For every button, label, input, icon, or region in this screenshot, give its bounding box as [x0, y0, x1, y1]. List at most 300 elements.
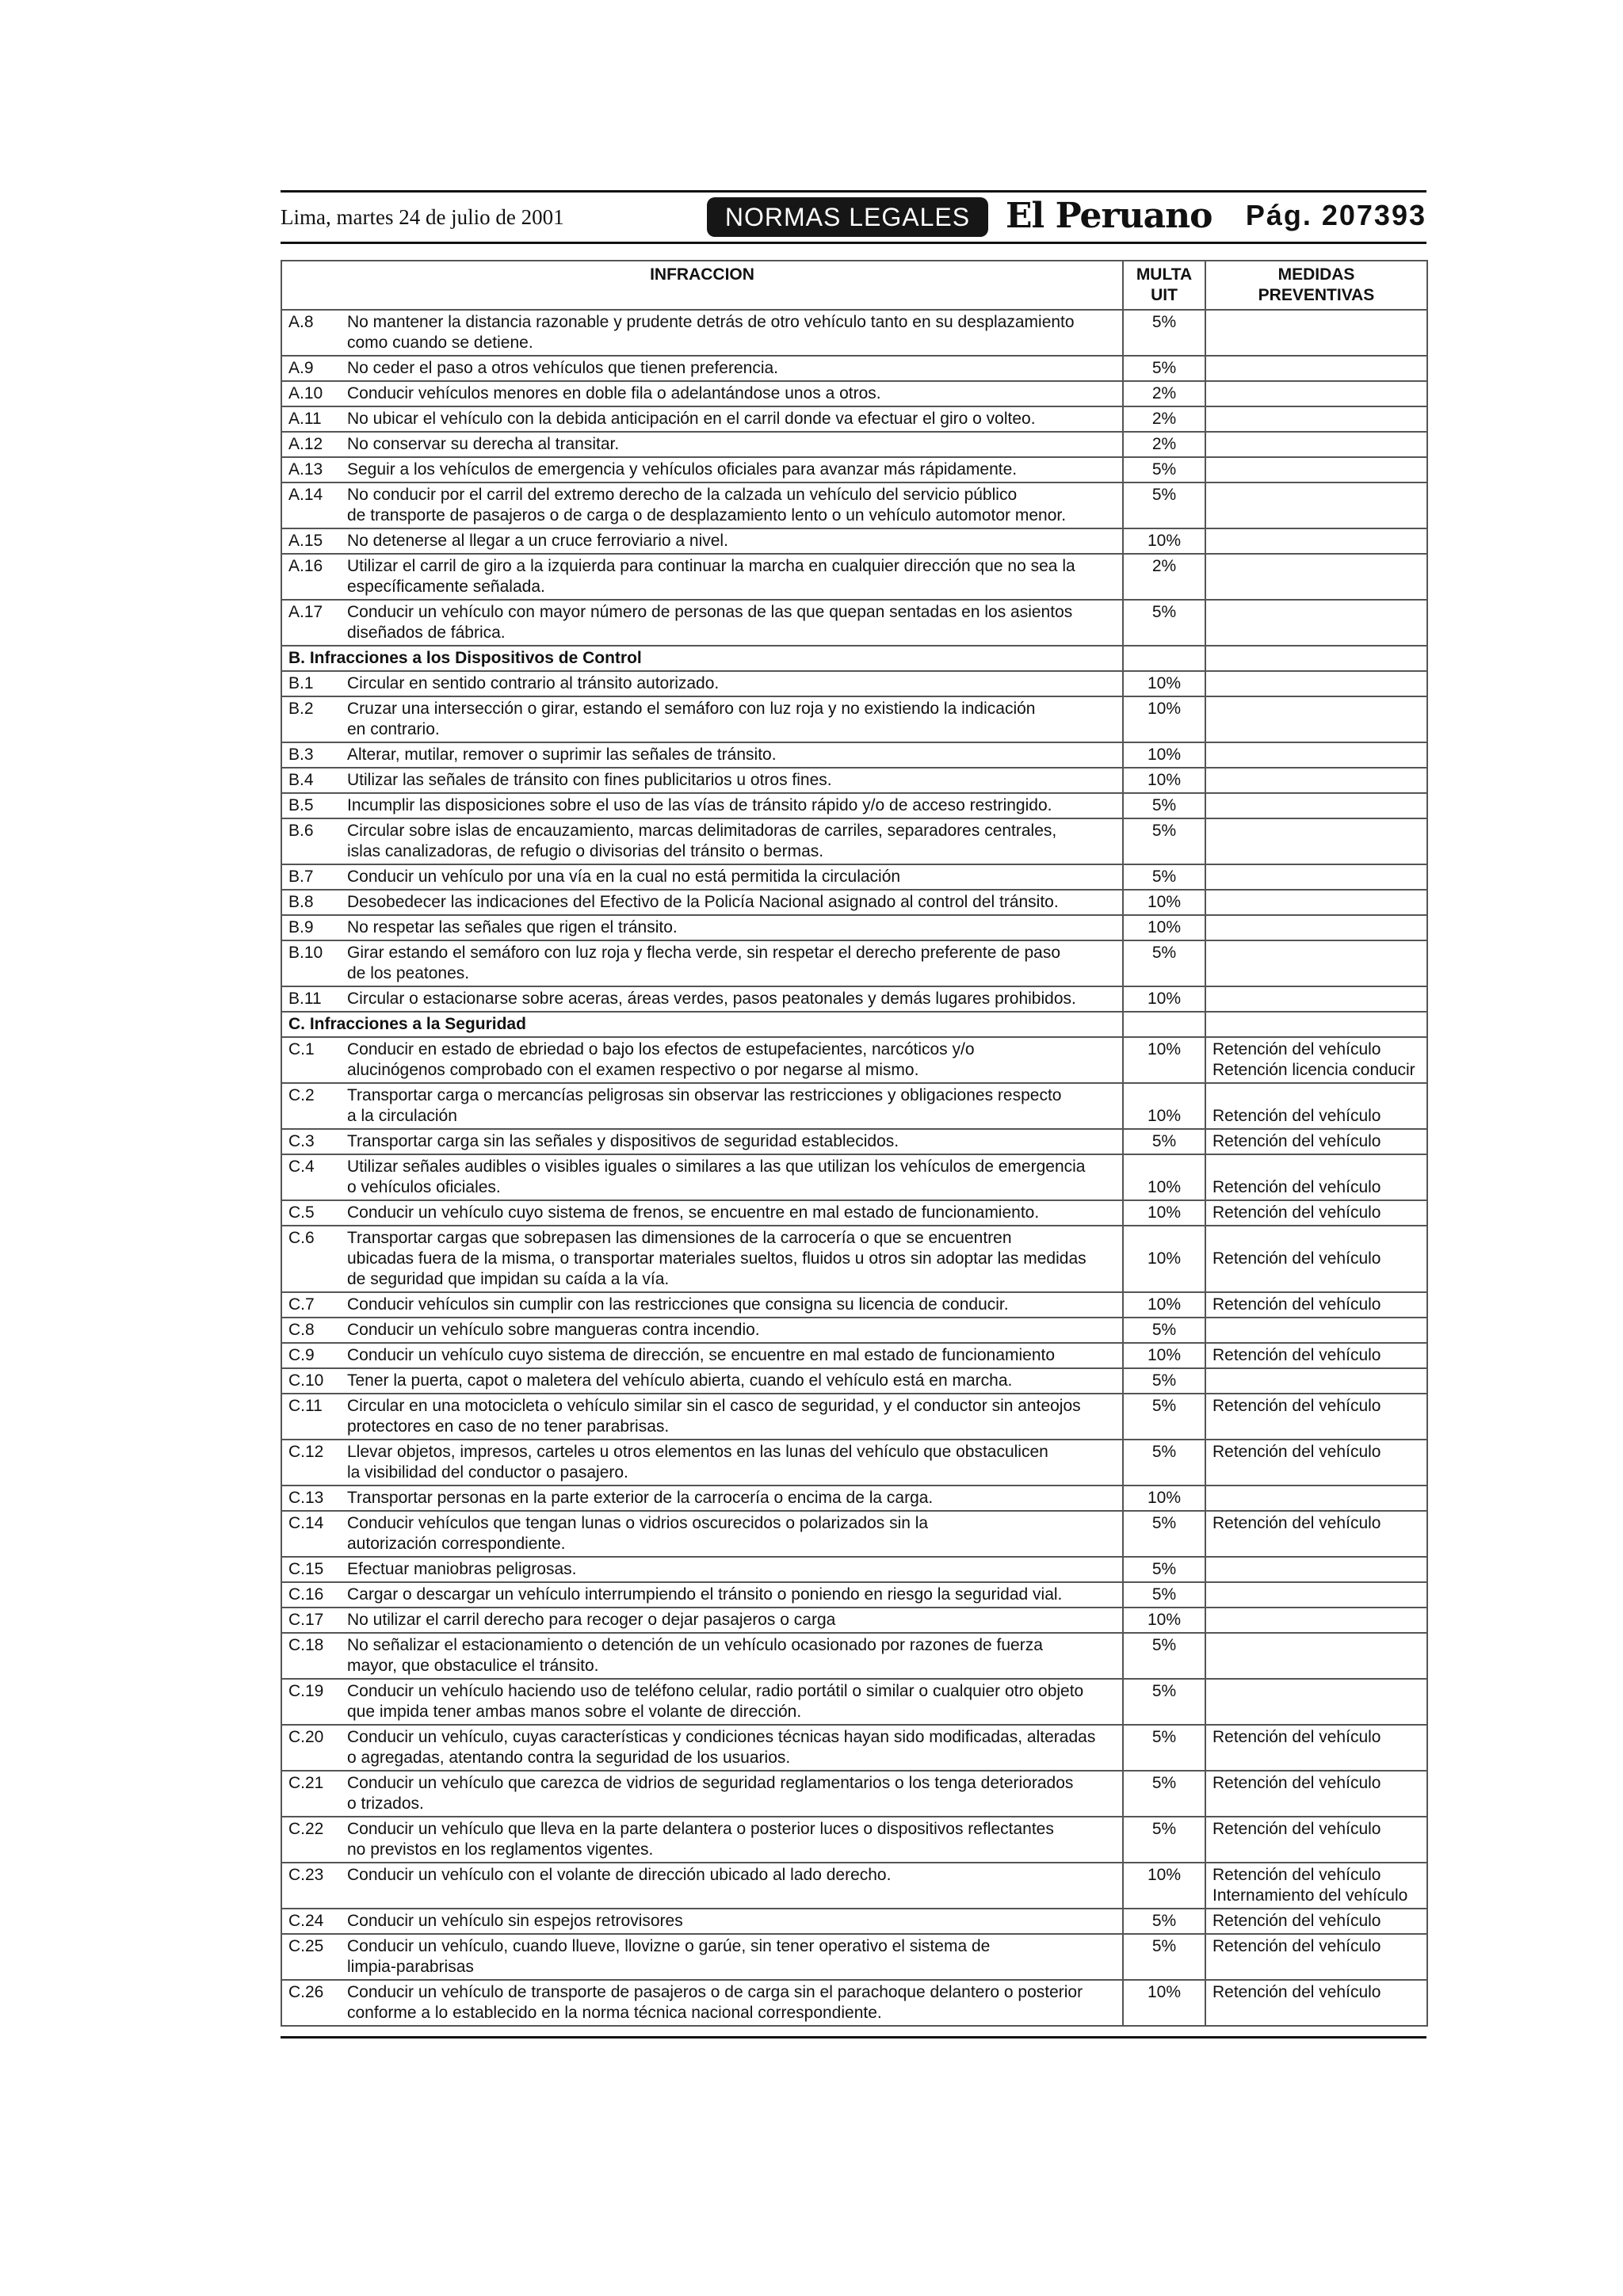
preventive-measure-cell: Retención del vehículo [1205, 1440, 1427, 1486]
infraction-code: A.10 [288, 384, 323, 402]
infraction-cell [281, 864, 1123, 890]
infraction-description: Circular en sentido contrario al tránsito autorizado. [347, 674, 720, 692]
infraction-description: Conducir vehículos que tengan lunas o vidrios oscurecidos o polarizados sin la autorización correspondiente. [347, 1514, 929, 1553]
fine-cell: 10% [1123, 986, 1205, 1012]
table-row [281, 528, 1427, 554]
infraction-description: Desobedecer las indicaciones del Efectivo de la Policía Nacional asignado al control del tránsito. [347, 893, 1059, 911]
infraction-description: Conducir un vehículo, cuando llueve, llovizne o garúe, sin tener operativo el sistema de limpia-parabrisas [347, 1937, 991, 1976]
column-header-multa: MULTA UIT [1123, 261, 1205, 310]
fine-cell: 5% [1123, 1817, 1205, 1863]
infraction-code: C.13 [288, 1489, 324, 1507]
infraction-cell [281, 986, 1123, 1012]
table-row [281, 1557, 1427, 1582]
infraction-cell [281, 1608, 1123, 1633]
preventive-measure-cell: Retención del vehículo [1205, 1343, 1427, 1368]
fine-cell: 5% [1123, 793, 1205, 818]
infraction-code: C.16 [288, 1585, 324, 1604]
infraction-description: Transportar personas en la parte exterior de la carrocería o encima de la carga. [347, 1489, 934, 1507]
fine-cell: 5% [1123, 1129, 1205, 1154]
infraction-code: C.18 [288, 1636, 324, 1654]
infraction-cell [281, 356, 1123, 381]
infraction-cell [281, 406, 1123, 432]
fine-cell: 10% [1123, 1083, 1205, 1129]
table-row [281, 381, 1427, 406]
infraction-description: Tener la puerta, capot o maletera del vehículo abierta, cuando el vehículo está en marcha. [347, 1371, 1013, 1390]
infraction-description: No conducir por el carril del extremo derecho de la calzada un vehículo del servicio público de transporte de pasajeros o de carga o de desplazamiento lento o un vehículo automotor menor. [347, 486, 1067, 524]
fine-cell: 5% [1123, 310, 1205, 356]
infraction-code: C.25 [288, 1937, 324, 1955]
fine-cell: 10% [1123, 768, 1205, 793]
table-row [281, 793, 1427, 818]
infraction-code: C.9 [288, 1346, 315, 1364]
infraction-code: B.11 [288, 990, 322, 1008]
fine-cell: 10% [1123, 696, 1205, 742]
infractions-table [281, 260, 1428, 2027]
fine-cell: 5% [1123, 457, 1205, 482]
infraction-code: B.1 [288, 674, 314, 692]
infraction-cell [281, 310, 1123, 356]
infraction-cell [281, 1292, 1123, 1318]
infraction-description: Conducir un vehículo sin espejos retrovisores [347, 1912, 683, 1930]
infraction-cell [281, 915, 1123, 940]
infraction-cell [281, 457, 1123, 482]
table-row [281, 406, 1427, 432]
infraction-description: Conducir un vehículo sobre mangueras contra incendio. [347, 1321, 760, 1339]
infraction-description: Incumplir las disposiciones sobre el uso de las vías de tránsito rápido y/o de acceso restringido. [347, 796, 1052, 814]
infraction-description: No ubicar el vehículo con la debida anticipación en el carril donde va efectuar el giro o volteo. [347, 410, 1036, 428]
infraction-description: Conducir un vehículo cuyo sistema de dirección, se encuentre en mal estado de funcionamiento [347, 1346, 1056, 1364]
table-row [281, 671, 1427, 696]
preventive-measure-cell: Retención del vehículo [1205, 1934, 1427, 1980]
table-row [281, 1154, 1427, 1200]
infraction-cell [281, 554, 1123, 600]
table-row [281, 1725, 1427, 1771]
publication-logo: El Peruano [1006, 196, 1212, 236]
fine-cell: 2% [1123, 432, 1205, 457]
preventive-measure-cell [1205, 406, 1427, 432]
infraction-description: No ceder el paso a otros vehículos que tienen preferencia. [347, 359, 779, 377]
infraction-cell [281, 1980, 1123, 2026]
infraction-description: Transportar cargas que sobrepasen las dimensiones de la carrocería o que se encuentren ubicadas fuera de la misma, o transportar materiales sueltos, fluidos u otros sin adoptar las medidas de seguridad que impidan su caída a la vía. [347, 1229, 1086, 1288]
table-row [281, 1292, 1427, 1318]
table-row [281, 986, 1427, 1012]
infraction-description: Conducir un vehículo que lleva en la parte delantera o posterior luces o dispositivos reflectantes no previstos en los reglamentos vigentes. [347, 1820, 1054, 1859]
infraction-description: Girar estando el semáforo con luz roja y flecha verde, sin respetar el derecho preferente de paso de los peatones. [347, 944, 1060, 982]
table-row [281, 1129, 1427, 1154]
fine-cell: 5% [1123, 1633, 1205, 1679]
infraction-code: A.14 [288, 486, 323, 504]
table-row [281, 600, 1427, 646]
infraction-cell [281, 381, 1123, 406]
infraction-description: Conducir en estado de ebriedad o bajo los efectos de estupefacientes, narcóticos y/o alucinógenos comprobado con el examen respectivo o por negarse al mismo. [347, 1040, 975, 1079]
fine-cell: 10% [1123, 1980, 1205, 2026]
table-row [281, 890, 1427, 915]
table-row [281, 768, 1427, 793]
infraction-cell [281, 1200, 1123, 1226]
preventive-measure-cell: Retención del vehículo [1205, 1909, 1427, 1934]
infraction-code: C.26 [288, 1983, 324, 2001]
infraction-cell [281, 1083, 1123, 1129]
preventive-measure-cell [1205, 310, 1427, 356]
preventive-measure-cell [1205, 986, 1427, 1012]
fine-cell: 5% [1123, 1440, 1205, 1486]
infraction-cell [281, 890, 1123, 915]
section-heading-row [281, 1012, 1427, 1037]
fine-cell: 10% [1123, 1608, 1205, 1633]
table-row [281, 742, 1427, 768]
infraction-code: C.4 [288, 1158, 315, 1176]
preventive-measure-cell: Retención del vehículo Retención licencia conducir [1205, 1037, 1427, 1083]
section-heading: B. Infracciones a los Dispositivos de Control [281, 646, 1123, 671]
infraction-cell [281, 1318, 1123, 1343]
preventive-measure-cell [1205, 671, 1427, 696]
preventive-measure-cell [1205, 1318, 1427, 1343]
fine-cell: 10% [1123, 890, 1205, 915]
infraction-description: Circular en una motocicleta o vehículo similar sin el casco de seguridad, y el conductor sin anteojos protectores en caso de no tener parabrisas. [347, 1397, 1081, 1436]
infraction-code: A.8 [288, 313, 314, 331]
table-row [281, 1909, 1427, 1934]
preventive-measure-cell: Retención del vehículo [1205, 1154, 1427, 1200]
fine-cell: 2% [1123, 381, 1205, 406]
infraction-code: B.10 [288, 944, 323, 962]
empty-cell [1205, 1012, 1427, 1037]
table-row [281, 1440, 1427, 1486]
infraction-cell [281, 1440, 1123, 1486]
preventive-measure-cell [1205, 1608, 1427, 1633]
fine-cell: 10% [1123, 1486, 1205, 1511]
table-row [281, 554, 1427, 600]
page-label: Pág. [1245, 199, 1312, 231]
infraction-code: A.16 [288, 557, 323, 575]
table-row [281, 915, 1427, 940]
infraction-description: Circular o estacionarse sobre aceras, áreas verdes, pasos peatonales y demás lugares prohibidos. [347, 990, 1076, 1008]
fine-cell: 5% [1123, 1771, 1205, 1817]
infraction-code: B.9 [288, 918, 314, 936]
preventive-measure-cell [1205, 554, 1427, 600]
fine-cell: 10% [1123, 528, 1205, 554]
infraction-description: Conducir un vehículo con el volante de dirección ubicado al lado derecho. [347, 1866, 892, 1884]
infraction-description: Cargar o descargar un vehículo interrumpiendo el tránsito o poniendo en riesgo la seguridad vial. [347, 1585, 1063, 1604]
infraction-cell [281, 1909, 1123, 1934]
infraction-cell [281, 940, 1123, 986]
infraction-code: A.13 [288, 460, 323, 479]
table-row [281, 1083, 1427, 1129]
fine-cell: 10% [1123, 1037, 1205, 1083]
infraction-code: C.17 [288, 1611, 324, 1629]
table-row [281, 940, 1427, 986]
infraction-cell [281, 1633, 1123, 1679]
infraction-code: C.14 [288, 1514, 324, 1532]
infraction-cell [281, 1394, 1123, 1440]
infraction-description: Conducir un vehículo, cuyas características y condiciones técnicas hayan sido modificadas, alteradas o agregadas, atentando contra la seguridad de los usuarios. [347, 1728, 1096, 1767]
infraction-description: Conducir un vehículo de transporte de pasajeros o de carga sin el parachoque delantero o posterior conforme a lo establecido en la norma técnica nacional correspondiente. [347, 1983, 1083, 2022]
fine-cell: 5% [1123, 1557, 1205, 1582]
fine-cell: 5% [1123, 482, 1205, 528]
infraction-code: C.5 [288, 1203, 315, 1222]
fine-cell: 10% [1123, 1154, 1205, 1200]
fine-cell: 5% [1123, 1318, 1205, 1343]
empty-cell [1123, 1012, 1205, 1037]
preventive-measure-cell: Retención del vehículo [1205, 1200, 1427, 1226]
fine-cell: 5% [1123, 1368, 1205, 1394]
preventive-measure-cell [1205, 793, 1427, 818]
fine-cell: 10% [1123, 1863, 1205, 1909]
infraction-description: Utilizar el carril de giro a la izquierda para continuar la marcha en cualquier dirección que no sea la específicamente señalada. [347, 557, 1075, 596]
fine-cell: 5% [1123, 1511, 1205, 1557]
infraction-code: A.9 [288, 359, 314, 377]
infraction-cell [281, 1343, 1123, 1368]
section-heading: C. Infracciones a la Seguridad [281, 1012, 1123, 1037]
infraction-cell [281, 1037, 1123, 1083]
column-header-infraccion: INFRACCION [281, 261, 1123, 310]
preventive-measure-cell [1205, 1633, 1427, 1679]
infraction-code: C.22 [288, 1820, 324, 1838]
preventive-measure-cell: Retención del vehículo [1205, 1725, 1427, 1771]
table-row [281, 1318, 1427, 1343]
infraction-cell [281, 600, 1123, 646]
section-badge: NORMAS LEGALES [707, 197, 988, 237]
infraction-description: No respetar las señales que rigen el tránsito. [347, 918, 678, 936]
infraction-description: Conducir un vehículo cuyo sistema de frenos, se encuentre en mal estado de funcionamiento. [347, 1203, 1040, 1222]
preventive-measure-cell [1205, 915, 1427, 940]
fine-cell: 10% [1123, 671, 1205, 696]
infraction-description: Efectuar maniobras peligrosas. [347, 1560, 577, 1578]
preventive-measure-cell [1205, 940, 1427, 986]
table-row [281, 1608, 1427, 1633]
infraction-description: No utilizar el carril derecho para recoger o dejar pasajeros o carga [347, 1611, 836, 1629]
infraction-code: B.7 [288, 868, 314, 886]
table-row [281, 1368, 1427, 1394]
infraction-code: C.11 [288, 1397, 323, 1415]
infraction-code: C.8 [288, 1321, 315, 1339]
infraction-code: B.5 [288, 796, 314, 814]
infraction-description: No señalizar el estacionamiento o detención de un vehículo ocasionado por razones de fuerza mayor, que obstaculice el tránsito. [347, 1636, 1043, 1675]
infraction-cell [281, 742, 1123, 768]
infraction-description: Transportar carga o mercancías peligrosas sin observar las restricciones y obligaciones respecto a la circulación [347, 1086, 1062, 1125]
fine-cell: 5% [1123, 1725, 1205, 1771]
infraction-cell [281, 1154, 1123, 1200]
infraction-cell [281, 1679, 1123, 1725]
infraction-description: Alterar, mutilar, remover o suprimir las señales de tránsito. [347, 746, 777, 764]
table-row [281, 1394, 1427, 1440]
infraction-cell [281, 671, 1123, 696]
infraction-cell [281, 1582, 1123, 1608]
fine-cell: 2% [1123, 406, 1205, 432]
preventive-measure-cell [1205, 432, 1427, 457]
table-row [281, 1817, 1427, 1863]
infraction-code: C.21 [288, 1774, 324, 1792]
infraction-code: C.3 [288, 1132, 315, 1150]
infraction-code: C.1 [288, 1040, 315, 1058]
empty-cell [1123, 646, 1205, 671]
preventive-measure-cell [1205, 890, 1427, 915]
infraction-cell [281, 1226, 1123, 1292]
infraction-code: B.4 [288, 771, 314, 789]
infraction-description: No conservar su derecha al transitar. [347, 435, 620, 453]
table-row [281, 432, 1427, 457]
table-row [281, 457, 1427, 482]
table-row [281, 1486, 1427, 1511]
table-row [281, 1511, 1427, 1557]
table-row [281, 1633, 1427, 1679]
infraction-code: C.7 [288, 1295, 315, 1314]
fine-cell: 5% [1123, 1582, 1205, 1608]
preventive-measure-cell: Retención del vehículo [1205, 1817, 1427, 1863]
infraction-cell [281, 432, 1123, 457]
infraction-description: Seguir a los vehículos de emergencia y vehículos oficiales para avanzar más rápidamente. [347, 460, 1018, 479]
infraction-cell [281, 528, 1123, 554]
infraction-description: Conducir un vehículo por una vía en la cual no está permitida la circulación [347, 868, 901, 886]
infraction-cell [281, 696, 1123, 742]
table-row [281, 1980, 1427, 2026]
table-row [281, 1343, 1427, 1368]
preventive-measure-cell: Retención del vehículo [1205, 1083, 1427, 1129]
section-heading-row [281, 646, 1427, 671]
table-header-row [281, 261, 1427, 310]
preventive-measure-cell: Retención del vehículo [1205, 1980, 1427, 2026]
fine-cell: 2% [1123, 554, 1205, 600]
table-row [281, 1934, 1427, 1980]
infraction-code: C.12 [288, 1443, 324, 1461]
infraction-description: Utilizar las señales de tránsito con fines publicitarios u otros fines. [347, 771, 832, 789]
infraction-code: C.24 [288, 1912, 324, 1930]
preventive-measure-cell [1205, 696, 1427, 742]
infraction-description: Transportar carga sin las señales y dispositivos de seguridad establecidos. [347, 1132, 899, 1150]
page-number [1246, 199, 1426, 232]
infraction-cell [281, 1817, 1123, 1863]
infraction-code: A.17 [288, 603, 323, 621]
preventive-measure-cell: Retención del vehículo [1205, 1129, 1427, 1154]
table-row [281, 310, 1427, 356]
infraction-code: C.10 [288, 1371, 324, 1390]
infraction-code: C.15 [288, 1560, 324, 1578]
infraction-description: No mantener la distancia razonable y prudente detrás de otro vehículo tanto en su desplazamiento como cuando se detiene. [347, 313, 1075, 352]
preventive-measure-cell [1205, 482, 1427, 528]
table-row [281, 356, 1427, 381]
infraction-description: Conducir un vehículo con mayor número de personas de las que quepan sentadas en los asientos diseñados de fábrica. [347, 603, 1073, 642]
issue-date: Lima, martes 24 de julio de 2001 [281, 205, 564, 229]
empty-cell [1205, 646, 1427, 671]
fine-cell: 10% [1123, 1200, 1205, 1226]
infraction-code: B.3 [288, 746, 314, 764]
fine-cell: 5% [1123, 1909, 1205, 1934]
infraction-code: A.12 [288, 435, 323, 453]
fine-cell: 5% [1123, 1679, 1205, 1725]
infraction-description: No detenerse al llegar a un cruce ferroviario a nivel. [347, 532, 728, 550]
preventive-measure-cell [1205, 768, 1427, 793]
table-row [281, 1679, 1427, 1725]
table-row [281, 1037, 1427, 1083]
infraction-code: C.23 [288, 1866, 324, 1884]
bottom-rule [281, 2036, 1426, 2039]
column-header-medidas: MEDIDAS PREVENTIVAS [1205, 261, 1427, 310]
fine-cell: 10% [1123, 1343, 1205, 1368]
page-header [281, 190, 1426, 244]
fine-cell: 5% [1123, 818, 1205, 864]
table-row [281, 696, 1427, 742]
infraction-cell [281, 793, 1123, 818]
infraction-code: C.2 [288, 1086, 315, 1104]
fine-cell: 5% [1123, 1934, 1205, 1980]
infraction-code: B.2 [288, 700, 314, 718]
infraction-code: B.6 [288, 822, 314, 840]
preventive-measure-cell [1205, 1486, 1427, 1511]
table-row [281, 482, 1427, 528]
infraction-cell [281, 482, 1123, 528]
preventive-measure-cell [1205, 742, 1427, 768]
table-row [281, 1226, 1427, 1292]
fine-cell: 5% [1123, 940, 1205, 986]
preventive-measure-cell [1205, 356, 1427, 381]
table-row [281, 1582, 1427, 1608]
preventive-measure-cell [1205, 1679, 1427, 1725]
infraction-cell [281, 1771, 1123, 1817]
table-row [281, 1771, 1427, 1817]
infraction-description: Conducir vehículos menores en doble fila o adelantándose unos a otros. [347, 384, 881, 402]
table-row [281, 1863, 1427, 1909]
infraction-cell [281, 1368, 1123, 1394]
table-row [281, 864, 1427, 890]
preventive-measure-cell [1205, 1368, 1427, 1394]
preventive-measure-cell [1205, 864, 1427, 890]
infraction-code: A.15 [288, 532, 323, 550]
infraction-code: C.6 [288, 1229, 315, 1247]
infraction-code: C.20 [288, 1728, 324, 1746]
infraction-cell [281, 768, 1123, 793]
fine-cell: 5% [1123, 600, 1205, 646]
infraction-code: C.19 [288, 1682, 324, 1700]
infraction-cell [281, 1129, 1123, 1154]
preventive-measure-cell: Retención del vehículo [1205, 1511, 1427, 1557]
preventive-measure-cell: Retención del vehículo [1205, 1394, 1427, 1440]
infraction-description: Conducir un vehículo que carezca de vidrios de seguridad reglamentarios o los tenga deteriorados o trizados. [347, 1774, 1074, 1813]
infraction-description: Utilizar señales audibles o visibles iguales o similares a las que utilizan los vehículos de emergencia o vehículos oficiales. [347, 1158, 1086, 1196]
infraction-description: Conducir un vehículo haciendo uso de teléfono celular, radio portátil o similar o cualquier otro objeto que impida tener ambas manos sobre el volante de dirección. [347, 1682, 1084, 1721]
page-number-value: 207393 [1321, 199, 1426, 231]
infraction-description: Llevar objetos, impresos, carteles u otros elementos en las lunas del vehículo que obstaculicen la visibilidad del conductor o pasajero. [347, 1443, 1048, 1482]
preventive-measure-cell [1205, 1582, 1427, 1608]
fine-cell: 10% [1123, 1226, 1205, 1292]
preventive-measure-cell [1205, 818, 1427, 864]
infraction-code: A.11 [288, 410, 322, 428]
infraction-code: B.8 [288, 893, 314, 911]
fine-cell: 10% [1123, 1292, 1205, 1318]
infraction-cell [281, 1934, 1123, 1980]
preventive-measure-cell: Retención del vehículo [1205, 1771, 1427, 1817]
fine-cell: 10% [1123, 742, 1205, 768]
infraction-cell [281, 1557, 1123, 1582]
infraction-description: Circular sobre islas de encauzamiento, marcas delimitadoras de carriles, separadores centrales, islas canalizadoras, de refugio o divisorias del tránsito o bermas. [347, 822, 1057, 860]
fine-cell: 5% [1123, 864, 1205, 890]
preventive-measure-cell [1205, 1557, 1427, 1582]
fine-cell: 10% [1123, 915, 1205, 940]
infraction-cell [281, 1486, 1123, 1511]
infraction-cell [281, 1725, 1123, 1771]
table-body [281, 310, 1427, 2026]
table-row [281, 818, 1427, 864]
preventive-measure-cell: Retención del vehículo [1205, 1226, 1427, 1292]
preventive-measure-cell: Retención del vehículo Internamiento del vehículo [1205, 1863, 1427, 1909]
infraction-description: Conducir vehículos sin cumplir con las restricciones que consigna su licencia de conducir. [347, 1295, 1009, 1314]
infraction-description: Cruzar una intersección o girar, estando el semáforo con luz roja y no existiendo la indicación en contrario. [347, 700, 1036, 738]
infraction-cell [281, 1511, 1123, 1557]
table-row [281, 1200, 1427, 1226]
preventive-measure-cell: Retención del vehículo [1205, 1292, 1427, 1318]
infraction-cell [281, 818, 1123, 864]
preventive-measure-cell [1205, 600, 1427, 646]
infraction-cell [281, 1863, 1123, 1909]
preventive-measure-cell [1205, 528, 1427, 554]
